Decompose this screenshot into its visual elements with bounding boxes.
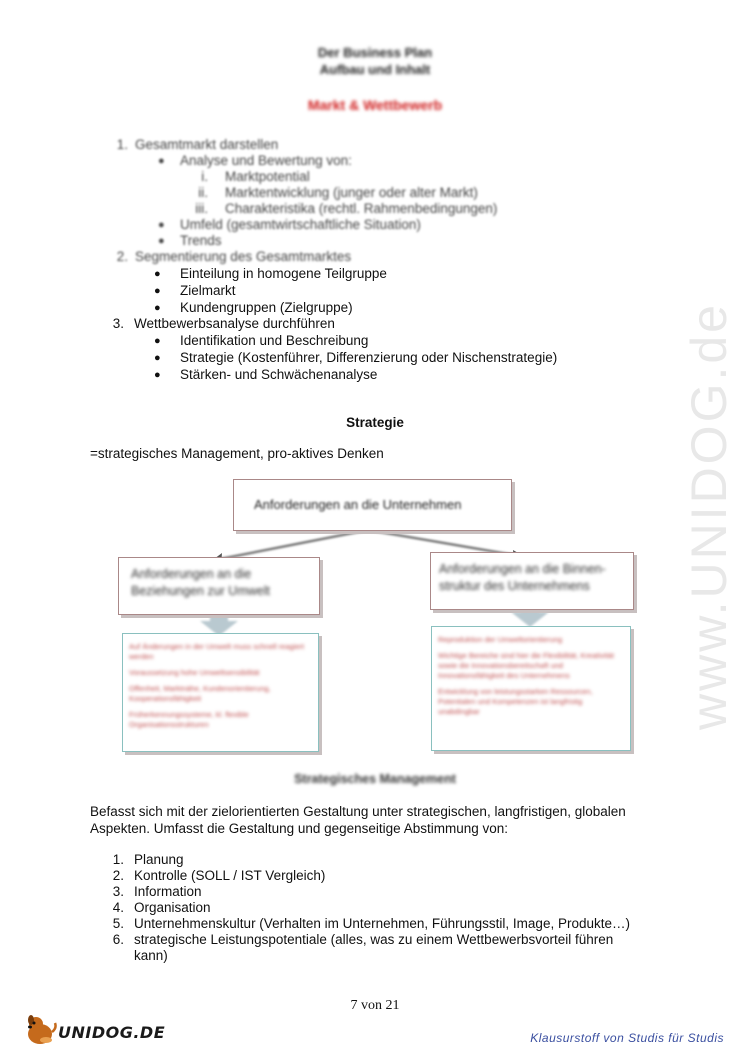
strategy-heading: Strategie — [346, 415, 404, 430]
diagram-top-box: Anforderungen an die Unternehmen — [233, 479, 512, 531]
footer-slogan: Klausurstoff von Studis für Studis — [530, 1031, 724, 1045]
diagram-right-details: Reproduktion der Umweltorientierung Wichtige Bereiche sind hier die Flexibilität, Kreativität sowie die Innovationsbereitschaft und Innovationsfähigkeit des Unternehmens Entwicklung von leistungsstarken Ressourcen, Potentialen und Kompetenzen ist langfristig unabdingbar — [431, 626, 631, 751]
paragraph-line: Befasst sich mit der zielorientierten Gestaltung unter strategischen, langfristigen, globalen — [90, 804, 626, 819]
section-title: Markt & Wettbewerb — [307, 97, 443, 113]
diagram-right-box: Anforderungen an die Binnen- struktur des Unternehmens — [430, 552, 634, 610]
dog-icon — [22, 1014, 58, 1048]
diagram-left-box: Anforderungen an die Beziehungen zur Umwelt — [118, 557, 320, 615]
paragraph-line: Aspekten. Umfasst die Gestaltung und gegenseitige Abstimmung von: — [90, 821, 508, 836]
page-number: 7 von 21 — [350, 998, 400, 1013]
doc-header-line1: Der Business Plan — [317, 45, 433, 60]
unidog-logo — [22, 1014, 166, 1048]
diagram-left-details: Auf Änderungen in der Umwelt muss schnell reagiert werden Voraussetzung hohe Umweltsensibilität Offenheit, Marktnähe, Kundenorientierung, Kooperationsfähigkeit Früherkennungssysteme, kl. flexible Organisationsstrukturen — [122, 633, 319, 752]
watermark: www.UNIDOG.de — [681, 302, 737, 730]
diagram-caption: Strategisches Management — [294, 772, 456, 786]
doc-header-line2: Aufbau und Inhalt — [319, 62, 431, 77]
strategy-definition: =strategisches Management, pro-aktives Denken — [90, 446, 384, 461]
list-item-continuation: kann) — [134, 948, 168, 963]
logo-text: UNIDOG.DE — [58, 1023, 166, 1042]
